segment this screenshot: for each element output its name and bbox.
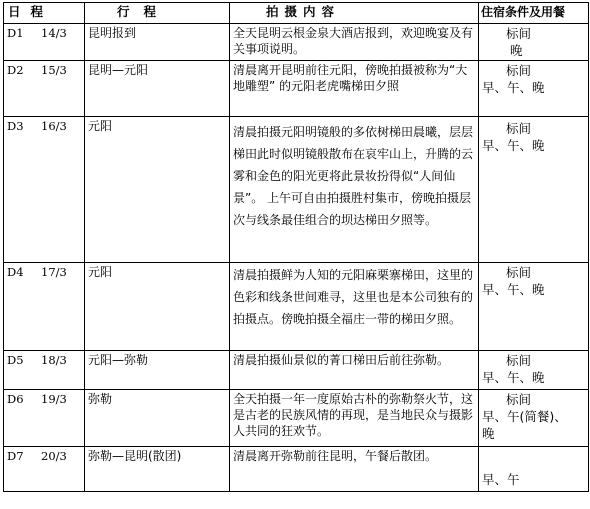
table-row: [4, 351, 589, 390]
table-row: [4, 447, 589, 492]
day-date: 15/3: [41, 63, 67, 77]
meals: 晚: [510, 43, 523, 58]
day-cell: [4, 24, 85, 61]
header-day: 日程: [4, 3, 85, 24]
content-cell: 清晨拍摄仙景似的菁口梯田后前往弥勒。: [230, 351, 479, 390]
content-cell: 清晨拍摄鲜为人知的元阳麻栗寨梯田，这里的色彩和线条世间难寻，这里也是本公司独有的拍摄点。傍晚拍摄全福庄一带的梯田夕照。: [230, 263, 479, 351]
room-type: 标间: [506, 63, 532, 78]
route-cell: 昆明报到: [85, 24, 230, 61]
meals-continued: 晚: [482, 426, 495, 441]
meals: 早、午(简餐)、: [482, 409, 567, 424]
day-cell: [4, 117, 85, 263]
meals: 早、午、晚: [482, 138, 545, 153]
header-accommodation: 住宿条件及用餐: [479, 3, 589, 24]
content-cell: 全天拍摄一年一度原始古朴的弥勒祭火节，这是古老的民族风情的再现，是当地民众与摄影人共同的狂欢节。: [230, 390, 479, 447]
route-cell: 元阳: [85, 117, 230, 263]
route-cell: 昆明—元阳: [85, 61, 230, 117]
route-cell: 元阳: [85, 263, 230, 351]
header-row: [4, 3, 589, 24]
meals: 早、午、晚: [482, 80, 545, 95]
accommodation-cell: [479, 351, 589, 390]
day-cell: [4, 390, 85, 447]
table-row: [4, 263, 589, 351]
meals: 早、午、晚: [482, 282, 545, 297]
day-date: 17/3: [41, 265, 67, 279]
header-route: 行程: [85, 3, 230, 24]
accommodation-cell: [479, 61, 589, 117]
room-type: 标间: [506, 26, 532, 41]
content-cell: 全天昆明云根金泉大酒店报到，欢迎晚宴及有关事项说明。: [230, 24, 479, 61]
day-number: D6: [7, 392, 24, 406]
content-cell: 清晨离开昆明前往元阳，傍晚拍摄被称为“大地雕塑” 的元阳老虎嘴梯田夕照: [230, 61, 479, 117]
accommodation-cell: [479, 447, 589, 492]
day-number: D3: [7, 119, 24, 133]
day-number: D5: [7, 353, 24, 367]
accommodation-cell: [479, 263, 589, 351]
day-date: 16/3: [41, 119, 67, 133]
day-number: D1: [7, 26, 24, 40]
day-cell: [4, 263, 85, 351]
route-cell: 元阳—弥勒: [85, 351, 230, 390]
day-cell: [4, 351, 85, 390]
room-type: 标间: [506, 392, 532, 407]
day-date: 19/3: [41, 392, 67, 406]
content-cell: 清晨离开弥勒前往昆明，午餐后散团。: [230, 447, 479, 492]
itinerary-table: [3, 2, 589, 492]
accommodation-cell: [479, 24, 589, 61]
room-type: 标间: [506, 121, 532, 136]
table-row: [4, 61, 589, 117]
header-content: 拍摄内容: [230, 3, 479, 24]
day-cell: [4, 447, 85, 492]
route-cell: 弥勒: [85, 390, 230, 447]
day-date: 20/3: [41, 449, 67, 463]
day-number: D7: [7, 449, 24, 463]
day-cell: [4, 61, 85, 117]
day-date: 18/3: [41, 353, 67, 367]
table-row: [4, 117, 589, 263]
content-cell: [230, 117, 479, 263]
meals: 早、午: [482, 472, 520, 487]
route-cell: 弥勒—昆明(散团): [85, 447, 230, 492]
table-row: [4, 390, 589, 447]
meals: 早、午、晚: [482, 370, 545, 385]
room-type: 标间: [506, 353, 532, 368]
accommodation-cell: [479, 390, 589, 447]
day-number: D2: [7, 63, 24, 77]
room-type: 标间: [506, 265, 532, 280]
table-row: [4, 24, 589, 61]
content-text: 清晨拍摄元阳明镜般的多依树梯田晨曦，层层梯田此时似明镜般散布在哀牢山上，升腾的云雾和金色的阳光更将此景妆扮得似“人间仙景”。 上午可自由拍摄胜村集市，傍晚拍摄层次与线条最佳组合的坝达梯田夕照等。: [233, 125, 474, 227]
day-date: 14/3: [41, 26, 67, 40]
accommodation-cell: [479, 117, 589, 263]
day-number: D4: [7, 265, 24, 279]
